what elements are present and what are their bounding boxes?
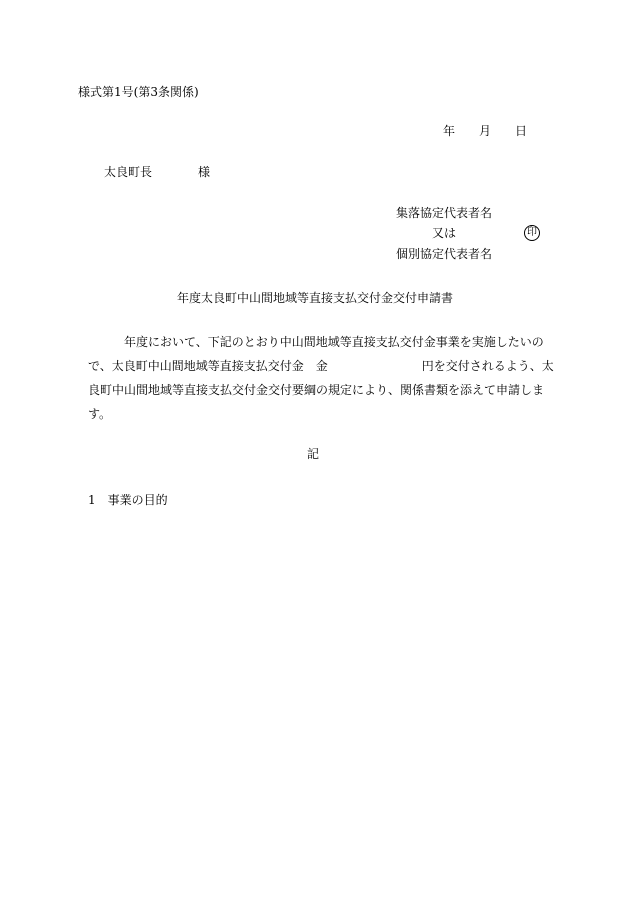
body-line-1: 年度において、下記のとおり中山間地域等直接支払交付金事業を実施したいの	[124, 335, 544, 349]
addressee-name: 太良町長	[104, 165, 153, 179]
or-label: 又は	[432, 226, 457, 240]
addressee-honorific: 様	[198, 165, 211, 179]
date-month-label: 月	[479, 124, 492, 138]
individual-representative-label: 個別協定代表者名	[396, 247, 493, 261]
document-title: 年度太良町中山間地域等直接支払交付金交付申請書	[177, 291, 454, 305]
date-line	[443, 123, 527, 139]
form-number: 様式第1号(第3条関係)	[78, 85, 199, 99]
date-day-label: 日	[515, 124, 528, 138]
ki-heading: 記	[307, 447, 320, 461]
body-line-3: 良町中山間地域等直接支払交付金交付要綱の規定により、関係書類を添えて申請しま	[88, 383, 545, 397]
body-line-4: す。	[88, 407, 112, 421]
body-line-2-start: で、太良町中山間地域等直接支払交付金 金	[88, 359, 328, 373]
addressee	[104, 164, 210, 180]
body-line-2	[88, 354, 552, 378]
section-1-heading	[88, 492, 168, 508]
section-1-label: 事業の目的	[107, 493, 168, 507]
date-year-label: 年	[443, 124, 456, 138]
group-representative-label: 集落協定代表者名	[396, 206, 493, 220]
body-line-2-end: 円を交付されるよう、太	[421, 359, 554, 373]
section-1-number: 1	[88, 493, 96, 507]
seal-mark: 印	[524, 225, 540, 241]
application-body	[88, 330, 552, 426]
